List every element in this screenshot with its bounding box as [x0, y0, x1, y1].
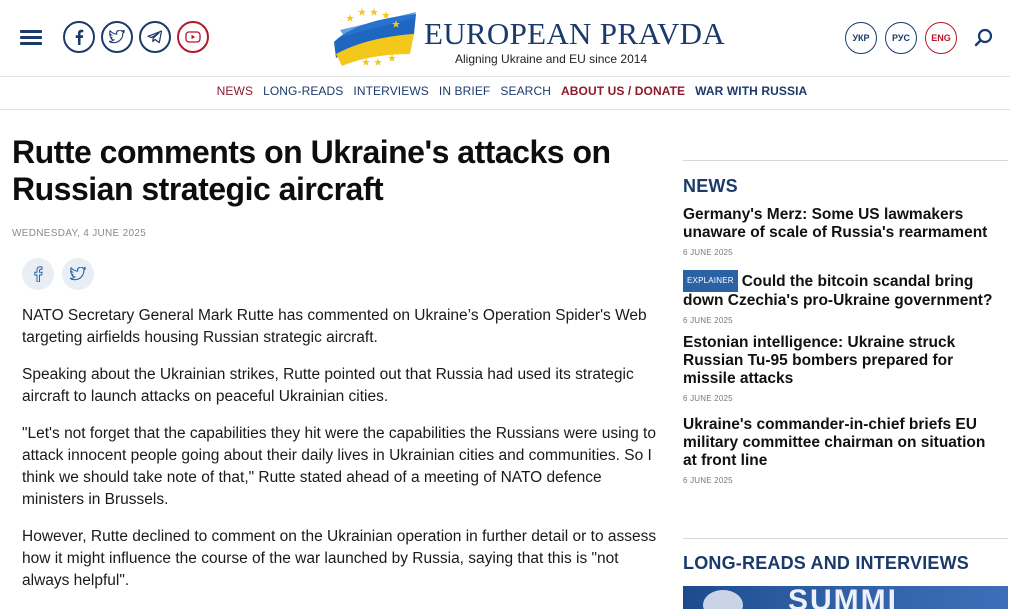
site-tagline: Aligning Ukraine and EU since 2014 [455, 52, 648, 66]
share-twitter-button[interactable] [62, 258, 94, 290]
header-divider [0, 76, 1010, 77]
news-item-date: 6 JUNE 2025 [683, 248, 733, 257]
nav-about-donate[interactable]: ABOUT US / DONATE [561, 84, 686, 98]
youtube-icon[interactable] [177, 21, 209, 53]
site-header [0, 0, 1024, 76]
news-item-title[interactable]: Ukraine's commander-in-chief briefs EU military committee chairman on situation at front line [683, 416, 986, 469]
facebook-icon[interactable] [63, 21, 95, 53]
nav-in-brief[interactable]: IN BRIEF [438, 84, 491, 98]
nav-war-with-russia[interactable]: WAR WITH RUSSIA [695, 84, 808, 98]
sidebar-divider [683, 538, 1008, 539]
main-nav [0, 84, 1024, 104]
facebook-icon [33, 266, 43, 282]
nav-news[interactable]: NEWS [216, 84, 254, 98]
nav-divider [0, 109, 1010, 110]
article-date: WEDNESDAY, 4 JUNE 2025 [12, 228, 147, 239]
language-ukr[interactable]: УКР [845, 22, 877, 54]
news-item-title[interactable]: Estonian intelligence: Ukraine struck Russian Tu-95 bombers prepared for missile attacks [683, 334, 956, 387]
site-title: EUROPEAN PRAVDA [424, 16, 726, 51]
search-icon[interactable] [973, 27, 995, 49]
sidebar-news-item[interactable] [683, 334, 1003, 403]
news-item-title-wrap[interactable] [683, 270, 1003, 310]
twitter-icon [70, 267, 86, 281]
sidebar-longreads-heading[interactable]: LONG-READS AND INTERVIEWS [683, 553, 970, 573]
twitter-icon[interactable] [101, 21, 133, 53]
article-paragraph: "Let's not forget that the capabilities they hit were the capabilities the Russians were using to attack innocent people going about their daily lives in Ukrainian cities and communities. So I think we should take note of that," Rutte stated ahead of a meeting of NATO defence ministers in Brussels. [22, 425, 656, 508]
nav-long-reads[interactable]: LONG-READS [263, 84, 344, 98]
longreads-thumbnail[interactable] [683, 586, 1008, 609]
thumbnail-text: SUMMI [788, 586, 898, 609]
menu-icon[interactable] [20, 30, 42, 46]
news-item-date: 6 JUNE 2025 [683, 476, 733, 485]
news-item-date: 6 JUNE 2025 [683, 394, 733, 403]
nav-search[interactable]: SEARCH [500, 84, 551, 98]
sidebar-news-item[interactable] [683, 206, 1003, 257]
thumbnail-shape [703, 590, 743, 609]
news-item-title[interactable]: Could the bitcoin scandal bring down Czechia's pro-Ukraine government? [683, 273, 993, 309]
sidebar-news-item[interactable] [683, 270, 1003, 325]
nav-interviews[interactable]: INTERVIEWS [353, 84, 429, 98]
news-item-title[interactable]: Germany's Merz: Some US lawmakers unaware of scale of Russia's rearmament [683, 206, 988, 241]
sidebar-news-item[interactable] [683, 416, 1003, 485]
sidebar-divider [683, 160, 1008, 161]
explainer-badge: EXPLAINER [683, 270, 738, 292]
article-paragraph: Speaking about the Ukrainian strikes, Rutte pointed out that Russia had used its strategic aircraft to launch attacks on peaceful Ukrainian cities. [22, 366, 634, 405]
telegram-icon[interactable] [139, 21, 171, 53]
language-rus[interactable]: РУС [885, 22, 917, 54]
article-paragraph: However, Rutte declined to comment on the Ukrainian operation in further detail or to assess how it might influence the course of the war launched by Russia, saying that this is "not always helpful". [22, 528, 657, 589]
article-title: Rutte comments on Ukraine's attacks on Russian strategic aircraft [12, 134, 611, 207]
article-paragraph: NATO Secretary General Mark Rutte has commented on Ukraine’s Operation Spider's Web targeting airfields housing Russian strategic aircraft. [22, 307, 647, 346]
language-eng[interactable]: ENG [925, 22, 957, 54]
site-logo[interactable] [330, 6, 726, 70]
article-body [22, 305, 662, 607]
flag-logo-icon [330, 6, 420, 68]
share-facebook-button[interactable] [22, 258, 54, 290]
sidebar-news-heading[interactable]: NEWS [683, 176, 738, 196]
news-item-date: 6 JUNE 2025 [683, 316, 733, 325]
